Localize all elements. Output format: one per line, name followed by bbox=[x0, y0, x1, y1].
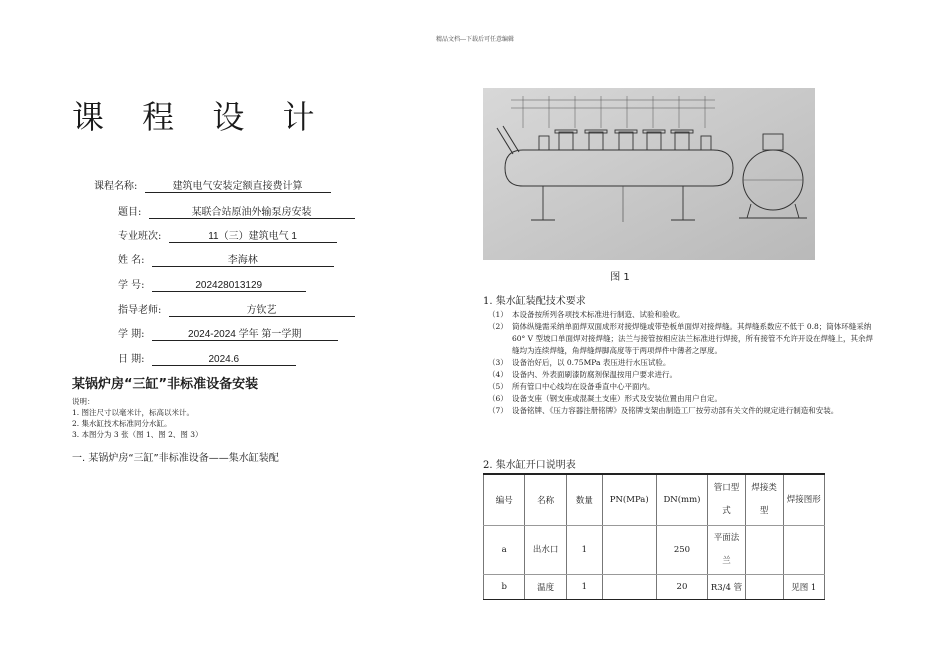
requirement-number: （2） bbox=[488, 322, 508, 331]
table-cell bbox=[745, 575, 783, 600]
col-header: PN(MPa) bbox=[602, 474, 656, 526]
info-row-advisor bbox=[118, 301, 355, 317]
notes bbox=[72, 396, 203, 440]
requirement-item bbox=[488, 381, 878, 393]
info-value: 建筑电气安装定额直接费计算 bbox=[145, 177, 331, 193]
table-cell: 平面法兰 bbox=[708, 526, 745, 575]
requirement-item bbox=[488, 405, 878, 417]
info-row-student-id bbox=[118, 276, 306, 292]
table-row bbox=[484, 575, 825, 600]
notes-heading: 说明： bbox=[72, 397, 95, 406]
requirement-number: （5） bbox=[488, 382, 508, 391]
header-note: 精品文档---下载后可任意编辑 bbox=[435, 36, 515, 43]
note-item: 2. 集水缸技术标准同分水缸。 bbox=[72, 419, 172, 428]
requirement-number: （6） bbox=[488, 394, 508, 403]
info-label: 指导老师: bbox=[118, 305, 162, 316]
info-row-topic bbox=[118, 203, 355, 219]
info-label: 日 期: bbox=[118, 354, 145, 365]
col-header: 名称 bbox=[525, 474, 566, 526]
requirement-text: 筒体纵缝需采纳单面焊双面成形对接焊缝或带垫板单面焊对接焊缝。其焊缝系数应不低于 0.8；筒体环缝采纳 60° V 型坡口单面焊对接焊缝；法兰与接管按相应法兰标准进行焊接，所有接管不允许开设在焊缝上，其余焊缝均为连续焊缝，角焊缝焊脚高度等于两项焊件中薄者之厚度。 bbox=[512, 322, 873, 355]
info-value: 某联合站原油外输泵房安装 bbox=[149, 203, 355, 219]
table-cell: 1 bbox=[566, 575, 602, 600]
col-header: 焊接图形 bbox=[783, 474, 824, 526]
nozzle-table bbox=[483, 473, 825, 600]
info-label: 学 期: bbox=[118, 329, 145, 340]
section-title: 某锅炉房“三缸”非标准设备安装 bbox=[72, 377, 259, 392]
info-row-class bbox=[118, 227, 337, 243]
info-value: 李海林 bbox=[152, 251, 334, 267]
requirement-text: 本设备按所列各项技术标准进行制造、试验和验收。 bbox=[512, 310, 685, 319]
info-label: 题目: bbox=[118, 207, 142, 218]
figure-caption: 图 1 bbox=[610, 272, 630, 283]
requirement-item bbox=[488, 321, 878, 357]
table-cell: b bbox=[484, 575, 525, 600]
page-title: 课 程 设 计 bbox=[72, 98, 329, 136]
info-value: 2024.6 bbox=[152, 354, 296, 366]
requirement-item bbox=[488, 369, 878, 381]
table-cell: 出水口 bbox=[525, 526, 566, 575]
requirement-number: （3） bbox=[488, 358, 508, 367]
col-header: 焊接类型 bbox=[745, 474, 783, 526]
table-heading: 2. 集水缸开口说明表 bbox=[483, 460, 576, 471]
info-label: 专业班次: bbox=[118, 231, 162, 242]
table-cell bbox=[602, 526, 656, 575]
table-cell: R3/4 管 bbox=[708, 575, 745, 600]
requirement-text: 设备支座（钢支座或混凝土支座）形式及安装位置由用户自定。 bbox=[512, 394, 722, 403]
table-cell: 1 bbox=[566, 526, 602, 575]
requirement-number: （4） bbox=[488, 370, 508, 379]
table-cell: 250 bbox=[656, 526, 708, 575]
info-value: 11（三）建筑电气 1 bbox=[169, 227, 337, 243]
info-value: 方钦艺 bbox=[169, 301, 355, 317]
info-row-name bbox=[118, 251, 334, 267]
table-cell: a bbox=[484, 526, 525, 575]
col-header: 编号 bbox=[484, 474, 525, 526]
info-label: 姓 名: bbox=[118, 255, 145, 266]
note-item: 1. 图注尺寸以毫米计，标高以米计。 bbox=[72, 408, 195, 417]
table-cell: 见图 1 bbox=[783, 575, 824, 600]
requirement-item bbox=[488, 357, 878, 369]
info-row-course bbox=[94, 177, 331, 193]
table-cell bbox=[602, 575, 656, 600]
requirement-text: 设备治好后，以 0.75MPa 表压进行水压试验。 bbox=[512, 358, 671, 367]
requirement-item bbox=[488, 309, 878, 321]
col-header: 数量 bbox=[566, 474, 602, 526]
col-header: 管口型式 bbox=[708, 474, 745, 526]
info-label: 课程名称: bbox=[94, 181, 138, 192]
table-header-row bbox=[484, 474, 825, 526]
requirement-text: 设备内、外表面刷漆防腐剂保温按用户要求进行。 bbox=[512, 370, 677, 379]
table-cell: 20 bbox=[656, 575, 708, 600]
info-value: 2024-2024 学年 第一学期 bbox=[152, 325, 338, 341]
vessel-drawing bbox=[483, 88, 815, 260]
table-cell bbox=[783, 526, 824, 575]
section-one-heading: 一. 某锅炉房“三缸”非标准设备——集水缸装配 bbox=[72, 453, 279, 464]
table-cell bbox=[745, 526, 783, 575]
requirement-number: （7） bbox=[488, 406, 508, 415]
note-item: 3. 本图分为 3 张（图 1、图 2、图 3） bbox=[72, 430, 203, 439]
requirement-item bbox=[488, 393, 878, 405]
requirements-heading: 1. 集水缸装配技术要求 bbox=[483, 296, 586, 307]
info-value: 202428013129 bbox=[152, 280, 306, 292]
info-row-semester bbox=[118, 325, 338, 341]
table-row bbox=[484, 526, 825, 575]
requirements-list bbox=[488, 309, 878, 417]
col-header: DN(mm) bbox=[656, 474, 708, 526]
requirement-text: 所有管口中心线均在设备垂直中心平面内。 bbox=[512, 382, 655, 391]
table-cell: 温度 bbox=[525, 575, 566, 600]
info-label: 学 号: bbox=[118, 280, 145, 291]
requirement-number: （1） bbox=[488, 310, 508, 319]
info-row-date bbox=[118, 350, 296, 366]
requirement-text: 设备铭牌、《压力容器注册铭牌》及铭牌支架由制造工厂按劳动部有关文件的规定进行制造和安装。 bbox=[512, 406, 839, 415]
vessel-drawing-photo bbox=[483, 88, 815, 260]
